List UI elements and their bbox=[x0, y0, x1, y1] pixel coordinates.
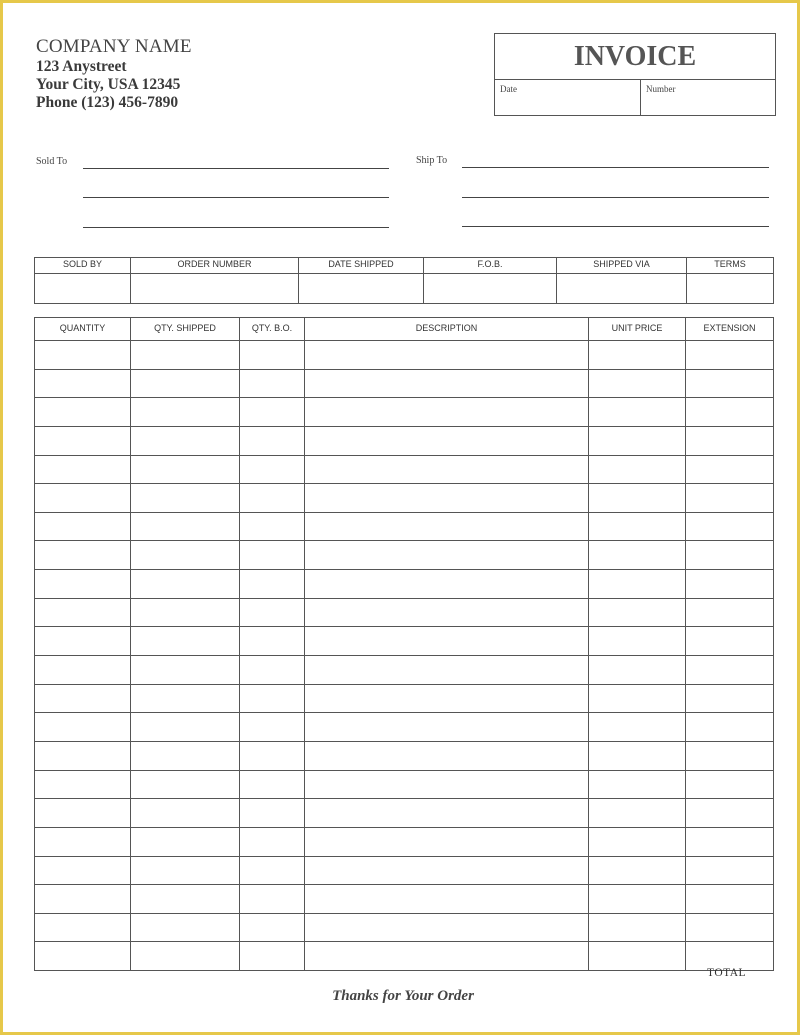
item-cell[interactable] bbox=[589, 770, 686, 799]
table-row bbox=[35, 541, 774, 570]
item-cell[interactable] bbox=[240, 913, 305, 942]
item-cell[interactable] bbox=[589, 369, 686, 398]
item-cell[interactable] bbox=[240, 627, 305, 656]
item-cell[interactable] bbox=[305, 684, 589, 713]
item-cell[interactable] bbox=[240, 484, 305, 513]
item-cell[interactable] bbox=[131, 942, 240, 971]
item-cell[interactable] bbox=[131, 369, 240, 398]
item-cell[interactable] bbox=[35, 656, 131, 685]
table-row bbox=[35, 770, 774, 799]
item-cell[interactable] bbox=[240, 684, 305, 713]
item-cell[interactable] bbox=[305, 713, 589, 742]
item-cell[interactable] bbox=[131, 627, 240, 656]
item-cell[interactable] bbox=[131, 684, 240, 713]
item-cell[interactable] bbox=[686, 426, 774, 455]
item-cell[interactable] bbox=[240, 341, 305, 370]
order-number-field[interactable] bbox=[131, 274, 299, 304]
company-name: COMPANY NAME bbox=[36, 36, 192, 57]
item-cell[interactable] bbox=[35, 942, 131, 971]
item-cell[interactable] bbox=[131, 799, 240, 828]
item-cell[interactable] bbox=[35, 770, 131, 799]
company-city: Your City, USA 12345 bbox=[36, 76, 181, 93]
order-header-cell: SOLD BY bbox=[35, 258, 131, 274]
table-row bbox=[35, 598, 774, 627]
item-cell[interactable] bbox=[589, 398, 686, 427]
item-cell[interactable] bbox=[305, 856, 589, 885]
ship-to-line-3[interactable] bbox=[462, 226, 769, 227]
item-cell[interactable] bbox=[589, 341, 686, 370]
item-cell[interactable] bbox=[35, 913, 131, 942]
sold-to-line-2[interactable] bbox=[83, 197, 389, 198]
item-cell[interactable] bbox=[305, 741, 589, 770]
item-cell[interactable] bbox=[305, 570, 589, 599]
item-cell[interactable] bbox=[35, 799, 131, 828]
item-cell[interactable] bbox=[686, 627, 774, 656]
ship-to-label: Ship To bbox=[416, 155, 448, 166]
item-cell[interactable] bbox=[686, 827, 774, 856]
item-cell[interactable] bbox=[131, 512, 240, 541]
invoice-number-label: Number bbox=[646, 84, 676, 94]
item-cell[interactable] bbox=[131, 656, 240, 685]
item-cell[interactable] bbox=[131, 455, 240, 484]
item-cell[interactable] bbox=[305, 512, 589, 541]
item-cell[interactable] bbox=[589, 541, 686, 570]
item-cell[interactable] bbox=[305, 770, 589, 799]
item-cell[interactable] bbox=[305, 656, 589, 685]
item-cell[interactable] bbox=[589, 627, 686, 656]
item-cell[interactable] bbox=[589, 656, 686, 685]
table-row bbox=[35, 512, 774, 541]
order-value-row bbox=[35, 274, 774, 304]
ship-to-line-1[interactable] bbox=[462, 167, 769, 168]
item-cell[interactable] bbox=[240, 741, 305, 770]
item-cell[interactable] bbox=[240, 770, 305, 799]
item-cell[interactable] bbox=[131, 770, 240, 799]
table-row bbox=[35, 913, 774, 942]
terms-field[interactable] bbox=[687, 274, 774, 304]
item-cell[interactable] bbox=[35, 598, 131, 627]
shipped-via-field[interactable] bbox=[557, 274, 687, 304]
items-header-cell: QTY. SHIPPED bbox=[131, 318, 240, 341]
table-row bbox=[35, 942, 774, 971]
item-cell[interactable] bbox=[240, 885, 305, 914]
item-cell[interactable] bbox=[305, 426, 589, 455]
item-cell[interactable] bbox=[131, 885, 240, 914]
sold-to-line-1[interactable] bbox=[83, 168, 389, 169]
company-street: 123 Anystreet bbox=[36, 58, 127, 75]
item-cell[interactable] bbox=[131, 570, 240, 599]
order-header-cell: TERMS bbox=[687, 258, 774, 274]
sold-to-line-3[interactable] bbox=[83, 227, 389, 228]
item-cell[interactable] bbox=[35, 455, 131, 484]
item-cell[interactable] bbox=[240, 570, 305, 599]
item-cell[interactable] bbox=[589, 484, 686, 513]
order-header-row bbox=[35, 258, 774, 274]
item-cell[interactable] bbox=[305, 484, 589, 513]
sold-by-field[interactable] bbox=[35, 274, 131, 304]
table-row bbox=[35, 627, 774, 656]
item-cell[interactable] bbox=[686, 341, 774, 370]
table-row bbox=[35, 741, 774, 770]
item-cell[interactable] bbox=[589, 426, 686, 455]
item-cell[interactable] bbox=[240, 512, 305, 541]
item-cell[interactable] bbox=[686, 913, 774, 942]
invoice-number-field[interactable] bbox=[641, 79, 776, 116]
item-cell[interactable] bbox=[305, 455, 589, 484]
item-cell[interactable] bbox=[686, 856, 774, 885]
item-cell[interactable] bbox=[686, 598, 774, 627]
item-cell[interactable] bbox=[686, 398, 774, 427]
item-cell[interactable] bbox=[686, 885, 774, 914]
item-cell[interactable] bbox=[305, 369, 589, 398]
item-cell[interactable] bbox=[589, 684, 686, 713]
item-cell[interactable] bbox=[589, 827, 686, 856]
items-body bbox=[35, 341, 774, 971]
item-cell[interactable] bbox=[305, 541, 589, 570]
item-cell[interactable] bbox=[240, 656, 305, 685]
item-cell[interactable] bbox=[686, 656, 774, 685]
item-cell[interactable] bbox=[686, 455, 774, 484]
item-cell[interactable] bbox=[35, 512, 131, 541]
item-cell[interactable] bbox=[589, 570, 686, 599]
item-cell[interactable] bbox=[35, 684, 131, 713]
item-cell[interactable] bbox=[35, 541, 131, 570]
item-cell[interactable] bbox=[35, 398, 131, 427]
item-cell[interactable] bbox=[35, 885, 131, 914]
table-row bbox=[35, 713, 774, 742]
ship-to-line-2[interactable] bbox=[462, 197, 769, 198]
item-cell[interactable] bbox=[240, 856, 305, 885]
table-row bbox=[35, 570, 774, 599]
table-row bbox=[35, 398, 774, 427]
item-cell[interactable] bbox=[35, 426, 131, 455]
item-cell[interactable] bbox=[589, 799, 686, 828]
company-block bbox=[36, 36, 192, 112]
item-cell[interactable] bbox=[305, 885, 589, 914]
item-cell[interactable] bbox=[305, 398, 589, 427]
item-cell[interactable] bbox=[686, 369, 774, 398]
items-header-cell: UNIT PRICE bbox=[589, 318, 686, 341]
order-header-cell: DATE SHIPPED bbox=[299, 258, 424, 274]
order-info-table bbox=[34, 257, 774, 304]
item-cell[interactable] bbox=[240, 398, 305, 427]
table-row bbox=[35, 426, 774, 455]
table-row bbox=[35, 455, 774, 484]
item-cell[interactable] bbox=[240, 598, 305, 627]
item-cell[interactable] bbox=[35, 741, 131, 770]
item-cell[interactable] bbox=[131, 426, 240, 455]
item-cell[interactable] bbox=[131, 741, 240, 770]
order-header-cell: ORDER NUMBER bbox=[131, 258, 299, 274]
item-cell[interactable] bbox=[686, 484, 774, 513]
item-cell[interactable] bbox=[686, 541, 774, 570]
sold-to-label: Sold To bbox=[36, 156, 68, 167]
item-cell[interactable] bbox=[240, 455, 305, 484]
table-row bbox=[35, 684, 774, 713]
table-row bbox=[35, 827, 774, 856]
line-items-table bbox=[34, 317, 774, 971]
item-cell[interactable] bbox=[305, 598, 589, 627]
item-cell[interactable] bbox=[589, 942, 686, 971]
item-cell[interactable] bbox=[131, 484, 240, 513]
table-row bbox=[35, 885, 774, 914]
item-cell[interactable] bbox=[35, 570, 131, 599]
item-cell[interactable] bbox=[589, 455, 686, 484]
item-cell[interactable] bbox=[589, 741, 686, 770]
item-cell[interactable] bbox=[589, 913, 686, 942]
thanks-message: Thanks for Your Order bbox=[332, 988, 474, 1004]
item-cell[interactable] bbox=[686, 799, 774, 828]
item-cell[interactable] bbox=[589, 512, 686, 541]
item-cell[interactable] bbox=[35, 369, 131, 398]
item-cell[interactable] bbox=[589, 856, 686, 885]
item-cell[interactable] bbox=[240, 799, 305, 828]
item-cell[interactable] bbox=[589, 885, 686, 914]
item-cell[interactable] bbox=[686, 570, 774, 599]
table-row bbox=[35, 656, 774, 685]
item-cell[interactable] bbox=[131, 598, 240, 627]
order-header-cell: F.O.B. bbox=[424, 258, 557, 274]
item-cell[interactable] bbox=[131, 713, 240, 742]
item-cell[interactable] bbox=[305, 827, 589, 856]
items-header-cell: QTY. B.O. bbox=[240, 318, 305, 341]
company-phone: Phone (123) 456-7890 bbox=[36, 94, 179, 111]
item-cell[interactable] bbox=[131, 913, 240, 942]
date-shipped-field[interactable] bbox=[299, 274, 424, 304]
item-cell[interactable] bbox=[131, 341, 240, 370]
item-cell[interactable] bbox=[240, 827, 305, 856]
item-cell[interactable] bbox=[305, 942, 589, 971]
item-cell[interactable] bbox=[35, 827, 131, 856]
total-label: TOTAL bbox=[707, 967, 747, 979]
item-cell[interactable] bbox=[686, 512, 774, 541]
item-cell[interactable] bbox=[240, 369, 305, 398]
item-cell[interactable] bbox=[35, 713, 131, 742]
item-cell[interactable] bbox=[305, 913, 589, 942]
item-cell[interactable] bbox=[240, 426, 305, 455]
fob-field[interactable] bbox=[424, 274, 557, 304]
table-row bbox=[35, 341, 774, 370]
invoice-title: INVOICE bbox=[495, 34, 775, 80]
items-header-cell: DESCRIPTION bbox=[305, 318, 589, 341]
items-header-row bbox=[35, 318, 774, 341]
item-cell[interactable] bbox=[131, 398, 240, 427]
item-cell[interactable] bbox=[589, 713, 686, 742]
item-cell[interactable] bbox=[240, 713, 305, 742]
item-cell[interactable] bbox=[240, 541, 305, 570]
item-cell[interactable] bbox=[686, 741, 774, 770]
item-cell[interactable] bbox=[35, 627, 131, 656]
item-cell[interactable] bbox=[686, 770, 774, 799]
item-cell[interactable] bbox=[686, 713, 774, 742]
order-header-cell: SHIPPED VIA bbox=[557, 258, 687, 274]
item-cell[interactable] bbox=[131, 827, 240, 856]
item-cell[interactable] bbox=[131, 541, 240, 570]
items-header-cell: EXTENSION bbox=[686, 318, 774, 341]
table-row bbox=[35, 484, 774, 513]
item-cell[interactable] bbox=[686, 684, 774, 713]
item-cell[interactable] bbox=[305, 627, 589, 656]
item-cell[interactable] bbox=[35, 856, 131, 885]
table-row bbox=[35, 799, 774, 828]
item-cell[interactable] bbox=[305, 341, 589, 370]
item-cell[interactable] bbox=[589, 598, 686, 627]
table-row bbox=[35, 369, 774, 398]
invoice-date-label: Date bbox=[500, 84, 517, 94]
invoice-date-field[interactable] bbox=[495, 79, 641, 116]
table-row bbox=[35, 856, 774, 885]
items-header-cell: QUANTITY bbox=[35, 318, 131, 341]
item-cell[interactable] bbox=[35, 484, 131, 513]
item-cell[interactable] bbox=[131, 856, 240, 885]
item-cell[interactable] bbox=[35, 341, 131, 370]
item-cell[interactable] bbox=[305, 799, 589, 828]
invoice-header-box bbox=[494, 33, 776, 116]
item-cell[interactable] bbox=[240, 942, 305, 971]
